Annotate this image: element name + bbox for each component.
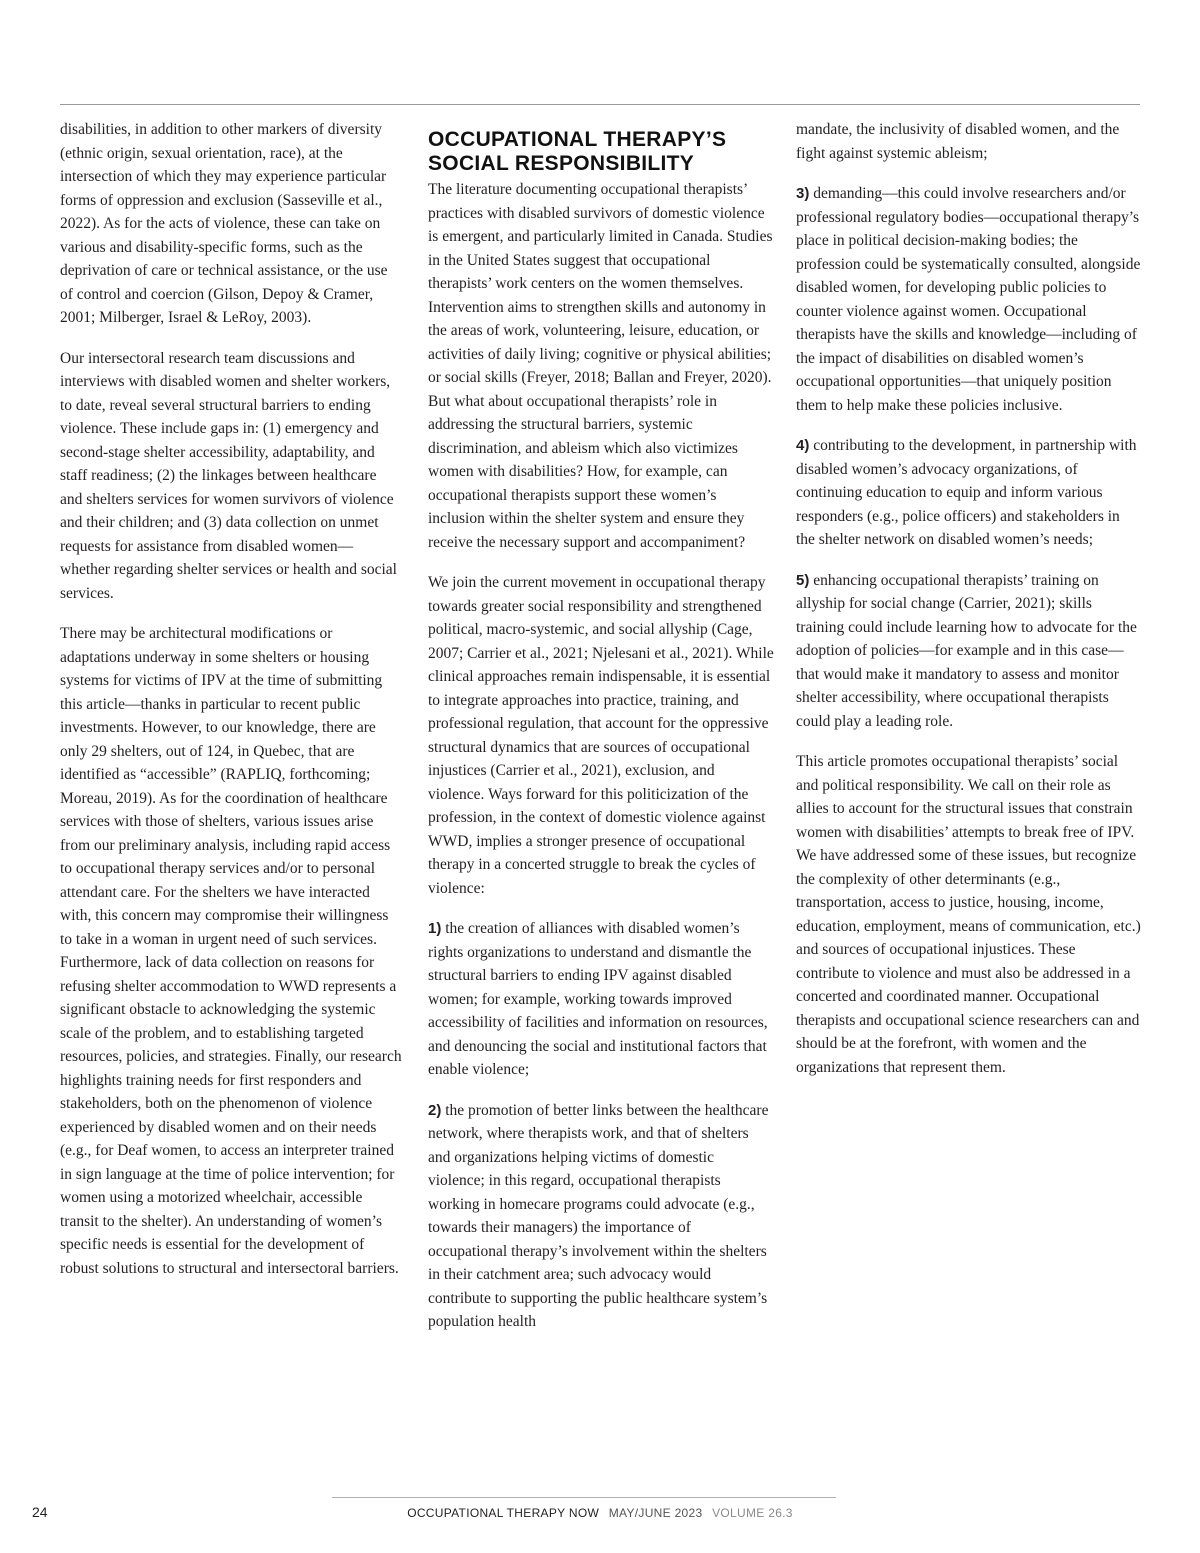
page-number: 24 xyxy=(32,1504,48,1520)
list-item-number: 2) xyxy=(428,1101,442,1119)
body-paragraph: Our intersectoral research team discussions and interviews with disabled women and shelter workers, to date, reveal several structural barriers to ending violence. These include gaps in: (1) emergency and second-stage shelter accessibility, adaptability, and staff readiness; (2) the linkages between healthcare and shelters services for women survivors of violence and their children; and (3) data collection on unmet requests for assistance from disabled women—whether regarding shelter services or health and social services. xyxy=(60,349,397,602)
list-item xyxy=(428,917,774,1082)
body-paragraph: We join the current movement in occupational therapy towards greater social responsibility and strengthened political, macro-systemic, and social allyship (Cage, 2007; Carrier et al., 2021; Njelesani et al., 2021). While clinical approaches remain indispensable, it is essential to integrate approaches into practice, training, and professional regulation, that account for the oppressive structural dynamics that are sources of occupational injustices (Carrier et al., 2021), exclusion, and violence. Ways forward for this politicization of the profession, in the context of domestic violence against WWD, implies a stronger presence of occupational therapy in a concerted struggle to break the cycles of violence: xyxy=(428,574,774,897)
list-item-number: 1) xyxy=(428,920,442,937)
footer-divider xyxy=(332,1497,836,1498)
article-column-1 xyxy=(60,118,402,1297)
section-heading-line-1: OCCUPATIONAL THERAPY’S xyxy=(428,128,727,151)
list-item xyxy=(796,569,1142,734)
body-paragraph: There may be architectural modifications or adaptations underway in some shelters or housing systems for victims of IPV at the time of submitting this article—thanks in particular to recent public investments. However, to our knowledge, there are only 29 shelters, out of 124, in Quebec, that are identified as “accessible” (RAPLIQ, forthcoming; Moreau, 2019). As for the coordination of healthcare services with those of shelters, various issues arise from our preliminary analysis, including rapid access to occupational therapy services and/or to personal attendant care. For the shelters we have interacted with, this concern may compromise their willingness to take in a woman in urgent need of such services. Furthermore, lack of data collection on reasons for refusing shelter accommodation to WWD represents a significant obstacle to acknowledging the systemic scale of the problem, and to establishing targeted resources, policies, and strategies. Finally, our research highlights training needs for first responders and stakeholders, both on the phenomenon of violence experienced by disabled women and on their needs (e.g., for Deaf women, to access an interpreter trained in sign language at the time of police intervention; for women using a motorized wheelchair, accessible transit to the shelter). An understanding of women’s specific needs is essential for the development of robust solutions to structural and intersectoral barriers. xyxy=(60,625,402,1277)
running-footer xyxy=(0,1506,1200,1520)
article-column-3 xyxy=(796,118,1142,1096)
top-divider xyxy=(60,104,1140,105)
body-paragraph: The literature documenting occupational therapists’ practices with disabled survivors of domestic violence is emergent, and particularly limited in Canada. Studies in the United States suggest that occupational therapists’ work centers on the women themselves. Intervention aims to strengthen skills and autonomy in the areas of work, volunteering, leisure, education, or activities of daily living; cognitive or physical abilities; or social skills (Freyer, 2018; Ballan and Freyer, 2020). But what about occupational therapists’ role in addressing the structural barriers, systemic discrimination, and ableism which also victimizes women with disabilities? How, for example, can occupational therapists support these women’s inclusion within the shelter system and ensure they receive the necessary support and accompaniment? xyxy=(428,181,773,551)
issue-date: MAY/JUNE 2023 xyxy=(608,1506,703,1520)
list-item-number: 5) xyxy=(796,571,810,589)
list-item-text: enhancing occupational therapists’ training on allyship for social change (Carrier, 2021); skills training could include learning how to advocate for the adoption of policies—for example and in this case—that would make it mandatory to assess and monitor shelter accessibility, where occupational therapists could play a leading role. xyxy=(796,571,1137,730)
section-heading-line-2: SOCIAL RESPONSIBILITY xyxy=(428,152,695,175)
list-item-text: the creation of alliances with disabled women’s rights organizations to understand and dismantle the structural barriers to ending IPV against disabled women; for example, working towards improved accessibility of facilities and information on resources, and denouncing the social and institutional factors that enable violence; xyxy=(428,920,768,1078)
body-paragraph: disabilities, in addition to other markers of diversity (ethnic origin, sexual orientation, race), at the intersection of which they may experience particular forms of oppression and exclusion (Sasseville et al., 2022). As for the acts of violence, these can take on various and disability-specific forms, such as the deprivation of care or technical assistance, or the use of control and coercion (Gilson, Depoy & Cramer, 2001; Milberger, Israel & LeRoy, 2003). xyxy=(60,121,388,326)
list-item-number: 3) xyxy=(796,185,810,202)
section-heading xyxy=(428,128,774,176)
list-item xyxy=(796,434,1142,552)
list-item-text: demanding—this could involve researchers and/or professional regulatory bodies—occupational therapy’s place in political decision-making bodies; the profession could be systematically consulted, alongside disabled women, for developing public policies to counter violence against women. Occupational therapists have the skills and knowledge—including of the impact of disabilities on disabled women’s occupational opportunities—that uniquely position them to help make these policies inclusive. xyxy=(796,185,1141,414)
list-item-number: 4) xyxy=(796,437,810,454)
body-paragraph: This article promotes occupational therapists’ social and political responsibility. We call on their role as allies to account for the structural issues that constrain women with disabilities’ attempts to break free of IPV. We have addressed some of these issues, but recognize the complexity of other determinants (e.g., transportation, access to justice, housing, income, education, employment, means of communication, etc.) and sources of occupational injustices. These contribute to violence and must also be addressed in a concerted and coordinated manner. Occupational therapists and occupational science researchers can and should be at the forefront, with women and the organizations that represent them. xyxy=(796,753,1141,1076)
list-item xyxy=(796,182,1142,417)
list-item xyxy=(428,1099,774,1334)
publication-title: OCCUPATIONAL THERAPY NOW xyxy=(407,1506,600,1520)
continued-list-text: mandate, the inclusivity of disabled women, and the fight against systemic ableism; xyxy=(796,121,1120,162)
list-item-text: contributing to the development, in partnership with disabled women’s advocacy organizations, of continuing education to equip and inform various responders (e.g., police officers) and stakeholders in the shelter network on disabled women’s needs; xyxy=(796,437,1137,548)
volume-number: VOLUME 26.3 xyxy=(712,1506,793,1520)
article-column-2 xyxy=(428,118,774,1351)
list-item-text: the promotion of better links between the healthcare network, where therapists work, and that of shelters and organizations helping victims of domestic violence; in this regard, occupational therapists working in homecare programs could advocate (e.g., towards their managers) the importance of occupational therapy’s involvement within the shelters in their catchment area; such advocacy would contribute to supporting the public healthcare system’s population health xyxy=(428,1101,769,1330)
